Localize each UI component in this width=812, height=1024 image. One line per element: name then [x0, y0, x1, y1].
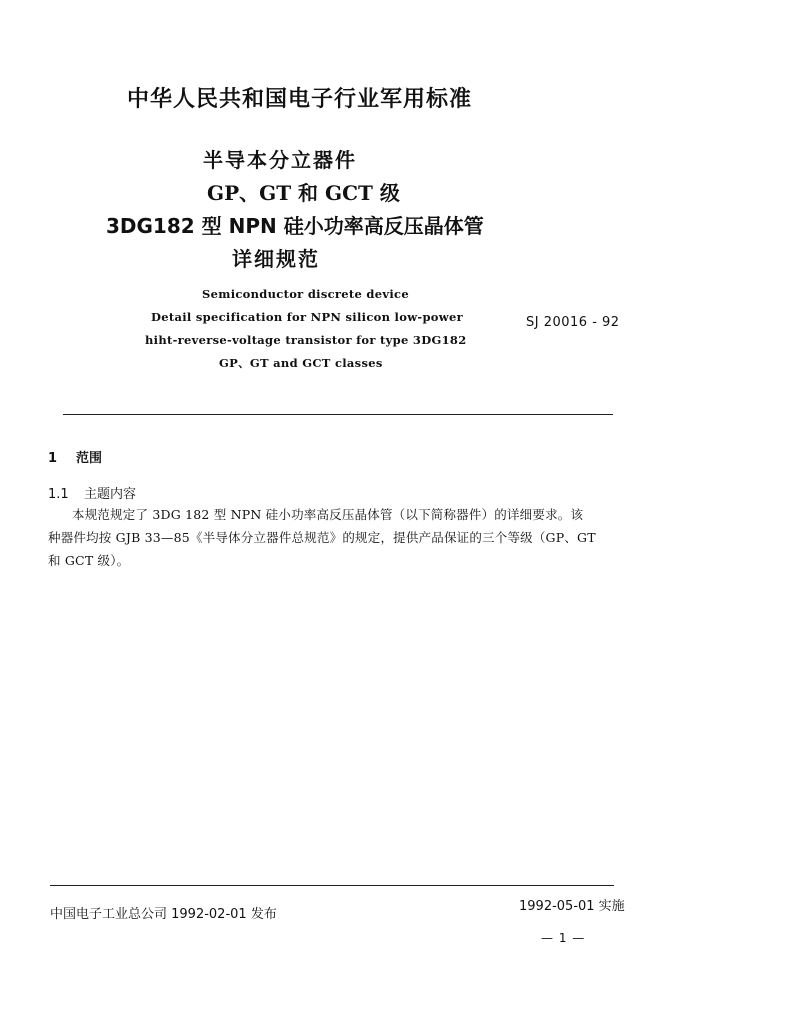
standard-code: SJ 20016 - 92 — [526, 315, 620, 330]
section-number: 1 — [48, 451, 58, 466]
section-title: 范围 — [76, 451, 103, 466]
title-en-line3: hiht-reverse-voltage transistor for type 3DG182 — [145, 333, 467, 347]
title-zh-line1: 半导本分立器件 — [203, 148, 357, 172]
header-divider — [63, 414, 613, 415]
section-heading — [48, 447, 102, 466]
title-en-line4: GP、GT and GCT classes — [219, 356, 383, 370]
issue-date: 中国电子工业总公司 1992-02-01 发布 — [50, 907, 277, 922]
footer-divider — [50, 885, 614, 886]
title-zh-line3: 3DG182 型 NPN 硅小功率高反压晶体管 — [106, 214, 484, 238]
subsection-title: 主题内容 — [84, 487, 137, 502]
body-text-line1: 本规范规定了 3DG 182 型 NPN 硅小功率高反压晶体管（以下简称器件）的详细要求。该 — [72, 507, 584, 522]
implementation-date: 1992-05-01 实施 — [519, 899, 625, 914]
organization-title: 中华人民共和国电子行业军用标准 — [127, 87, 473, 112]
title-zh-line4: 详细规范 — [232, 247, 320, 271]
subsection-number: 1.1 — [48, 487, 69, 502]
subsection-heading — [48, 483, 136, 502]
page-number: — 1 — — [541, 931, 586, 945]
body-text-line2: 种器件均按 GJB 33—85《半导体分立器件总规范》的规定，提供产品保证的三个等级（GP、GT — [48, 530, 596, 545]
title-en-line2: Detail specification for NPN silicon low-power — [151, 310, 463, 324]
title-zh-line2: GP、GT 和 GCT 级 — [207, 181, 400, 205]
title-en-line1: Semiconductor discrete device — [202, 287, 409, 301]
body-text-line3: 和 GCT 级）。 — [48, 553, 130, 568]
